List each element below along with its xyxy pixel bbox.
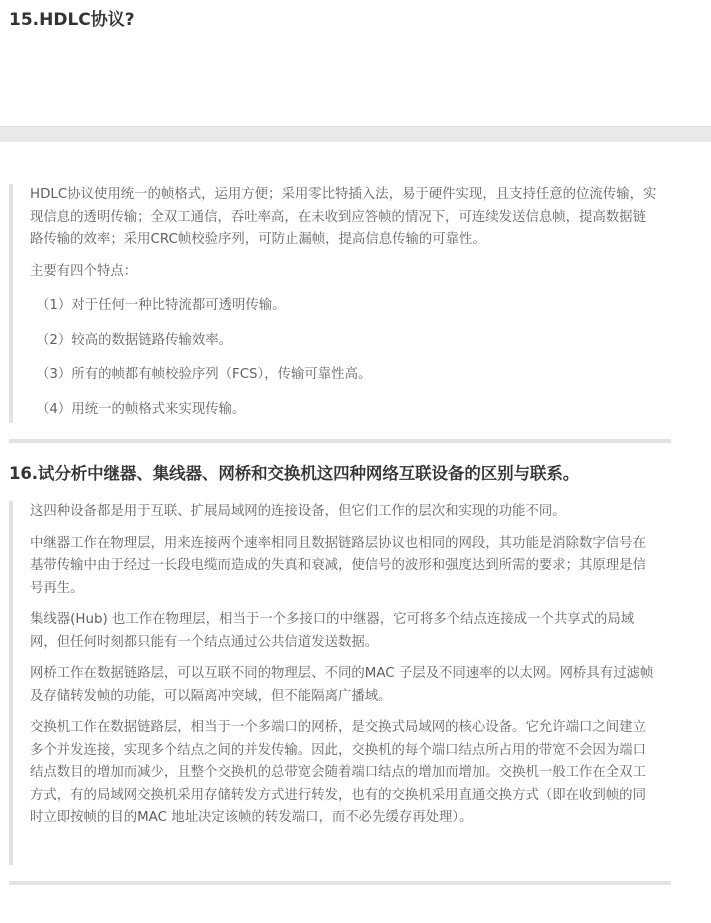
answer-15-intro: HDLC协议使用统一的帧格式，运用方便；采用零比特插入法，易于硬件实现，且支持任意的位流传输，实现信息的透明传输；全双工通信，吞吐率高，在未收到应答帧的情况下，可连续发送信息帧，提高数据链路传输的效率；采用CRC帧校验序列，可防止漏帧，提高信息传输的可靠性。 <box>30 187 657 247</box>
feature-item-2: （2）较高的数据链路传输效率。 <box>36 332 232 348</box>
answer-15-blockquote <box>9 184 659 423</box>
section-separator-band <box>0 126 711 142</box>
answer-16-paragraph-switch: 交换机工作在数据链路层，相当于一个多端口的网桥，是交换式局域网的核心设备。它允许端口之间建立多个并发连接，实现多个结点之间的并发传输。因此，交换机的每个端口结点所占用的带宽不会因为端口结点数目的增加而减少，且整个交换机的总带宽会随着端口结点的增加而增加。交换机一般工作在全双工方式，有的局域网交换机采用存储转发方式进行转发，也有的交换机采用直通交换方式（即在收到帧的同时立即按帧的目的MAC 地址决定该帧的转发端口，而不必先缓存再处理）。 <box>30 720 646 825</box>
answer-16-blockquote <box>9 501 659 865</box>
horizontal-divider <box>9 881 671 885</box>
answer-16-paragraph-repeater: 中继器工作在物理层，用来连接两个速率相同且数据链路层协议也相同的网段，其功能是消除数字信号在基带传输中由于经过一长段电缆而造成的失真和衰减，使信号的波形和强度达到所需的要求；其原理是信号再生。 <box>30 535 646 596</box>
answer-16-paragraph-bridge: 网桥工作在数据链路层，可以互联不同的物理层、不同的MAC 子层及不同速率的以太网。网桥具有过滤帧及存储转发帧的功能，可以隔离冲突域，但不能隔离广播域。 <box>30 666 654 704</box>
feature-item-1: （1）对于任何一种比特流都可透明传输。 <box>36 298 286 313</box>
question-16-title: 16.试分析中继器、集线器、网桥和交换机这四种网络互联设备的区别与联系。 <box>9 464 580 483</box>
answer-15-features-heading: 主要有四个特点： <box>30 263 138 279</box>
feature-item-3: （3）所有的帧都有帧校验序列（FCS），传输可靠性高。 <box>36 367 372 382</box>
answer-16-paragraph: 这四种设备都是用于互联、扩展局域网的连接设备，但它们工作的层次和实现的功能不同。 <box>30 504 566 519</box>
feature-item-4: （4）用统一的帧格式来实现传输。 <box>36 401 246 417</box>
question-15-title: 15.HDLC协议? <box>9 10 135 30</box>
answer-16-paragraph-hub: 集线器(Hub) 也工作在物理层，相当于一个多接口的中继器，它可将多个结点连接成一个共享式的局域网，但任何时刻都只能有一个结点通过公共信道发送数据。 <box>30 612 635 650</box>
horizontal-divider <box>9 439 671 443</box>
